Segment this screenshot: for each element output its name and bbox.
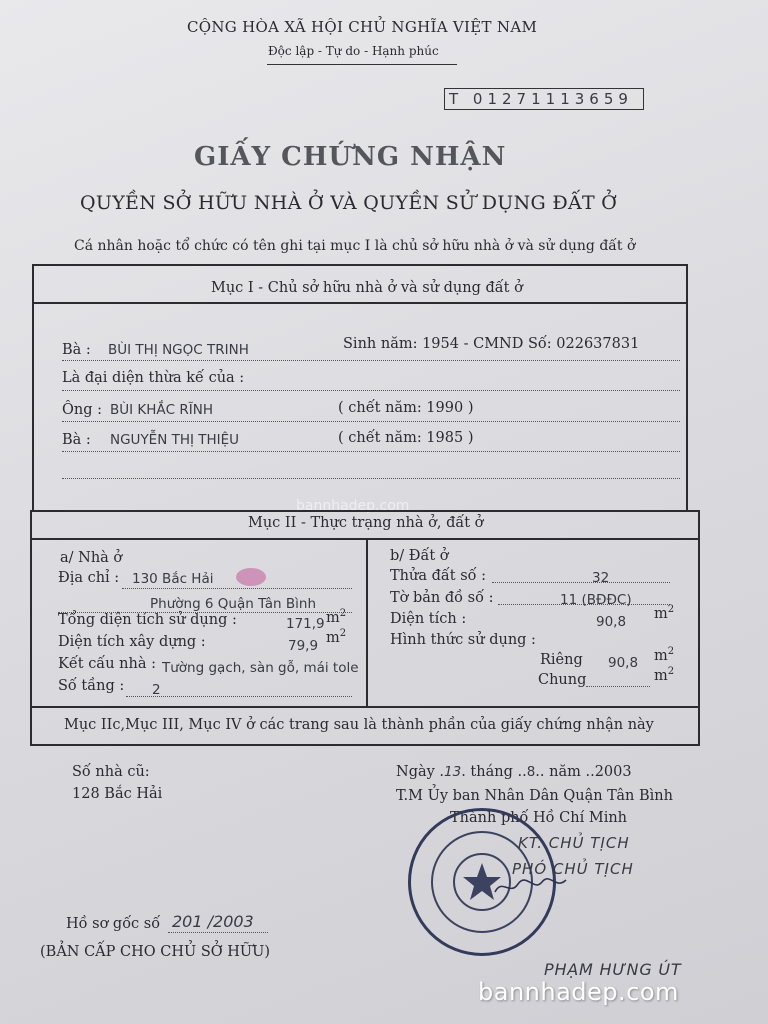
shared-label: Chung [538,672,587,688]
serial-number: T 01271113659 [449,90,633,108]
address-label: Địa chỉ : [58,570,120,586]
heir1-name: BÙI KHẮC RĨNH [110,402,213,418]
country-name: CỘNG HÒA XÃ HỘI CHỦ NGHĨA VIỆT NAM [187,18,538,36]
owner-dotline [62,360,680,361]
house-heading: a/ Nhà ở [60,550,123,566]
built-area-label: Diện tích xây dựng : [58,634,206,650]
heir2-note: ( chết năm: 1985 ) [338,430,474,446]
section2-heading-divider [30,538,700,540]
total-area-unit-exp: 2 [339,608,347,619]
signature-scribble [490,872,570,902]
address-line2: Phường 6 Quận Tân Bình [150,596,317,612]
record-dotline [168,932,268,933]
heir2-name: NGUYỄN THỊ THIỆU [110,432,240,448]
faint-watermark: bannhadep.com [296,498,410,514]
date-year: 2003 [594,764,632,780]
intro-statement: Cá nhân hoặc tổ chức có tên ghi tại mục I là chủ sở hữu nhà ở và sử dụng đất ở [74,238,636,254]
address-dotline1 [122,588,352,589]
plot-value: 32 [592,570,610,586]
section2-footer-note: Mục IIc,Mục III, Mục IV ở các trang sau là thành phần của giấy chứng nhận này [64,717,654,733]
signer-name: PHẠM HƯNG ÚT [544,960,682,979]
shared-unit-exp: 2 [667,666,675,677]
section2-column-divider [366,538,368,706]
total-area-value: 171,9 [286,616,325,632]
section1-heading-divider [32,302,688,304]
land-area-unit: m [654,605,668,622]
total-area-label: Tổng diện tích sử dụng : [58,612,237,628]
authority-line2: Thành phố Hồ Chí Minh [450,810,628,826]
representative-dotline [62,390,680,391]
private-label: Riêng [540,652,583,668]
ink-stain [236,568,266,586]
heir2-label: Bà : [62,432,91,448]
total-area-unit: m [326,609,340,626]
floors-value: 2 [152,682,161,698]
usage-label: Hình thức sử dụng : [390,632,536,648]
shared-dotline [586,686,650,687]
floors-label: Số tầng : [58,678,125,694]
land-heading: b/ Đất ở [390,548,449,564]
owner-name: BÙI THỊ NGỌC TRINH [108,342,249,358]
blank-dotline [62,478,680,479]
private-unit-exp: 2 [667,646,675,657]
built-area-unit: m [326,629,340,646]
owner-label: Bà : [62,342,91,358]
date-month-label: . tháng .. [461,764,527,780]
address-line1: 130 Bắc Hải [132,571,214,587]
section2-footer-divider [30,706,700,708]
built-area-value: 79,9 [288,638,319,654]
owner-info: Sinh năm: 1954 - CMND Số: 022637831 [343,336,640,352]
heir1-label: Ông : [62,402,103,418]
plot-label: Thửa đất số : [390,568,487,584]
authority-line1: T.M Ủy ban Nhân Dân Quận Tân Bình [396,788,673,804]
record-value: 201 /2003 [172,912,254,931]
floors-dotline [126,696,352,697]
map-label: Tờ bản đồ số : [390,590,494,606]
land-area-label: Diện tích : [390,611,467,627]
section1-heading: Mục I - Chủ sở hữu nhà ở và sử dụng đất ở [211,280,523,296]
heir1-dotline [62,421,680,422]
built-area-unit-exp: 2 [339,628,347,639]
serial-number-box [444,88,644,110]
record-label: Hồ sơ gốc số [66,916,161,932]
date-year-label: .. năm .. [535,764,595,780]
structure-value: Tường gạch, sàn gỗ, mái tole [162,660,359,676]
document-title: GIẤY CHỨNG NHẬN [194,142,507,172]
representative-label: Là đại diện thừa kế của : [62,370,245,386]
private-value: 90,8 [608,655,639,671]
old-number-label: Số nhà cũ: [72,764,150,780]
land-area-value: 90,8 [596,614,627,630]
motto-underline [267,64,457,65]
land-area-unit-exp: 2 [667,604,675,615]
date-day: 13 [444,764,462,780]
document-subtitle: QUYỀN SỞ HỮU NHÀ Ở VÀ QUYỀN SỬ DỤNG ĐẤT Ở [80,192,618,214]
date-month: 8 [526,764,536,780]
signer-title2: PHÓ CHỦ TỊCH [512,860,634,878]
signer-title1: KT. CHỦ TỊCH [518,834,630,852]
watermark-logo: bannhadep.com [478,978,679,1006]
private-unit: m [654,647,668,664]
old-number-value: 128 Bắc Hải [72,786,163,802]
map-value: 11 (BĐĐC) [560,592,632,608]
national-motto: Độc lập - Tự do - Hạnh phúc [268,44,439,58]
date-prefix: Ngày . [396,764,445,780]
heir2-dotline [62,451,680,452]
structure-label: Kết cấu nhà : [58,656,156,672]
section2-heading: Mục II - Thực trạng nhà ở, đất ở [248,515,484,531]
plot-dotline [492,582,670,583]
copy-note: (BẢN CẤP CHO CHỦ SỞ HỮU) [40,944,270,960]
shared-unit: m [654,667,668,684]
heir1-note: ( chết năm: 1990 ) [338,400,474,416]
